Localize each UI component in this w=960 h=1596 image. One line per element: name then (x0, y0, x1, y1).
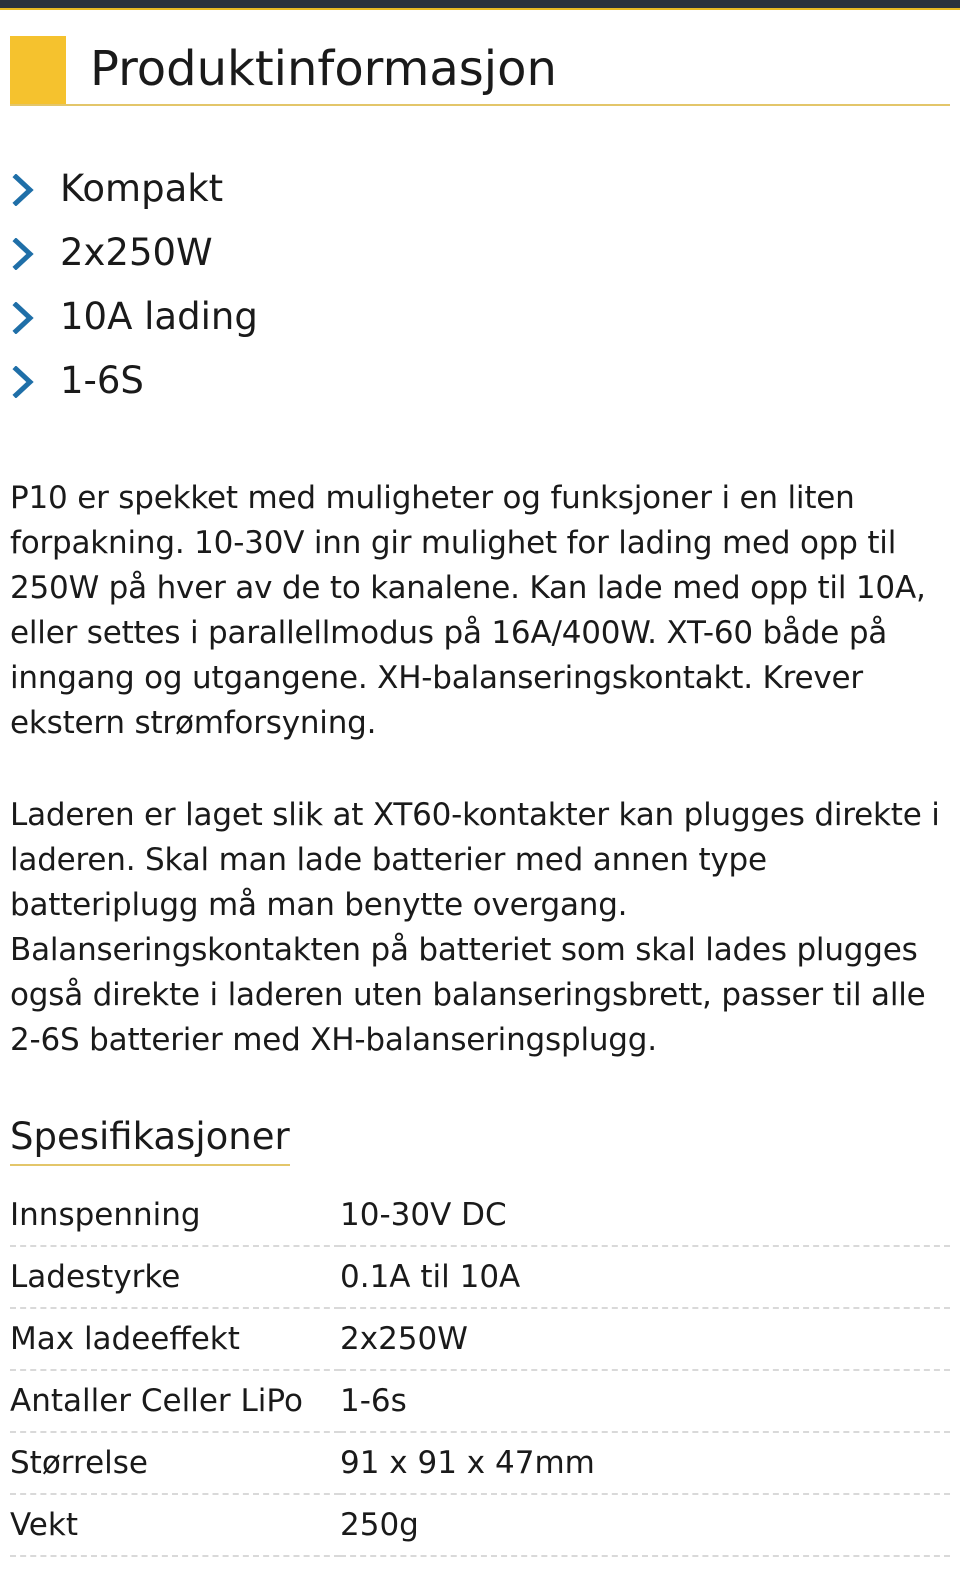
spec-value: 2x250W (340, 1308, 950, 1370)
chevron-right-icon (10, 238, 38, 270)
spec-value: 91 x 91 x 47mm (340, 1432, 950, 1494)
spec-label: Størrelse (10, 1432, 340, 1494)
feature-item (10, 290, 258, 354)
page-title: Produktinformasjon (90, 41, 557, 97)
feature-item (10, 162, 258, 226)
table-row (10, 1185, 950, 1246)
browser-top-bar (0, 0, 960, 10)
chevron-right-icon (10, 366, 38, 398)
header-accent-block (10, 36, 66, 104)
table-row (10, 1494, 950, 1556)
table-row (10, 1432, 950, 1494)
spec-value: 250g (340, 1494, 950, 1556)
spec-value: 1-6s (340, 1370, 950, 1432)
feature-label: 10A lading (60, 295, 258, 338)
feature-item (10, 226, 258, 290)
feature-item (10, 354, 258, 418)
feature-label: Kompakt (60, 167, 224, 210)
specs-title: Spesifikasjoner (10, 1112, 290, 1166)
spec-value: 0.1A til 10A (340, 1246, 950, 1308)
table-row (10, 1246, 950, 1308)
specs-table (10, 1185, 950, 1557)
spec-label: Antaller Celler LiPo (10, 1370, 340, 1432)
chevron-right-icon (10, 174, 38, 206)
description-paragraph-2: Laderen er laget slik at XT60-kontakter kan plugges direkte i laderen. Skal man lade batterier med annen type batteriplugg må man benytte overgang. Balanseringskontakten på batteriet som skal lades plugges også direkte i laderen uten balanseringsbrett, passer til alle 2-6S batterier med XH-balanseringsplugg. (10, 797, 940, 1058)
description-paragraph-1: P10 er spekket med muligheter og funksjoner i en liten forpakning. 10-30V inn gir mulighet for lading med opp til 250W på hver av de to kanalene. Kan lade med opp til 10A, eller settes i parallellmodus på 16A/400W. XT-60 både på inngang og utgangene. XH-balanseringskontakt. Krever ekstern strømforsyning. (10, 480, 926, 741)
spec-value: 10-30V DC (340, 1185, 950, 1246)
spec-label: Max ladeeffekt (10, 1308, 340, 1370)
spec-label: Vekt (10, 1494, 340, 1556)
feature-label: 2x250W (60, 231, 213, 274)
feature-list (10, 162, 258, 418)
table-row (10, 1308, 950, 1370)
chevron-right-icon (10, 302, 38, 334)
feature-label: 1-6S (60, 359, 144, 402)
spec-label: Ladestyrke (10, 1246, 340, 1308)
spec-label: Innspenning (10, 1185, 340, 1246)
section-header-produktinformasjon (10, 36, 950, 106)
table-row (10, 1370, 950, 1432)
